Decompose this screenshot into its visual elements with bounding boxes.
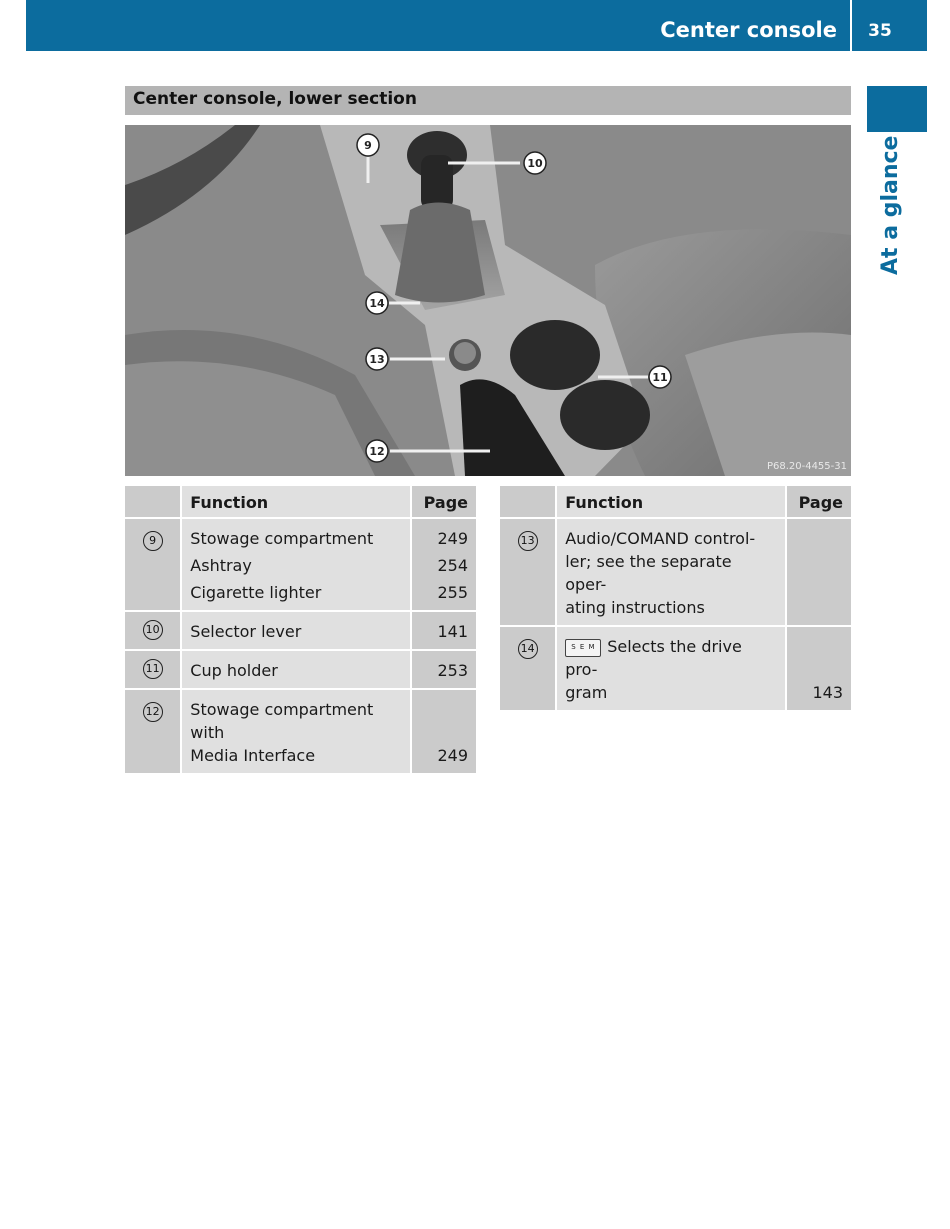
page-ref: 255 (437, 583, 468, 602)
side-tab-label: At a glance (878, 135, 903, 275)
item-number: 12 (143, 702, 163, 722)
drive-program-icon (565, 639, 601, 657)
function-text: Selects the drive pro- (565, 637, 742, 679)
page-ref: 143 (785, 627, 851, 712)
num-header (125, 486, 182, 519)
page-ref: 249 (410, 690, 476, 775)
function-text: Ashtray (190, 556, 252, 575)
function-header: Function (182, 486, 410, 519)
function-text: gram (565, 683, 608, 702)
function-text: Media Interface (190, 746, 316, 765)
item-number: 11 (143, 659, 163, 679)
page-header: Page (410, 486, 476, 519)
page-header: Page (785, 486, 851, 519)
table-header-row (125, 486, 476, 519)
function-text: Stowage compartment (190, 529, 374, 548)
page-ref (785, 519, 851, 627)
table-row (125, 612, 476, 651)
side-tab-block (867, 86, 927, 132)
table-header-row (500, 486, 851, 519)
function-text: ating instructions (565, 598, 705, 617)
item-number: 13 (518, 531, 538, 551)
function-text: Stowage compartment with (190, 700, 374, 742)
callout-12: 12 (369, 445, 385, 458)
table-row (125, 519, 476, 612)
page-ref: 249 (437, 529, 468, 548)
table-row (500, 627, 851, 712)
function-text: Audio/COMAND control- (565, 529, 756, 548)
page-ref: 253 (410, 651, 476, 690)
callout-9: 9 (364, 139, 372, 152)
function-text: Cup holder (182, 651, 410, 690)
callout-11: 11 (652, 371, 668, 384)
page-number: 35 (868, 21, 892, 41)
function-text: Cigarette lighter (190, 583, 322, 602)
item-number: 9 (143, 531, 163, 551)
section-title: Center console, lower section (125, 86, 851, 115)
page-ref: 254 (437, 556, 468, 575)
callout-14: 14 (369, 297, 385, 310)
item-number: 14 (518, 639, 538, 659)
item-number: 10 (143, 620, 163, 640)
page-title: Center console (660, 18, 837, 42)
figure-code: P68.20-4455-31 (766, 461, 847, 472)
function-header: Function (557, 486, 785, 519)
callout-13: 13 (369, 353, 385, 366)
function-table-right (500, 486, 851, 712)
function-text: Selector lever (182, 612, 410, 651)
center-console-figure (125, 125, 851, 476)
table-row (125, 690, 476, 775)
function-text: ler; see the separate oper- (565, 552, 732, 594)
num-header (500, 486, 557, 519)
console-illustration (125, 125, 851, 476)
table-row (125, 651, 476, 690)
table-row (500, 519, 851, 627)
callout-10: 10 (527, 157, 543, 170)
function-table-left (125, 486, 476, 775)
page-ref: 141 (410, 612, 476, 651)
drive-program-icon-label: S E M (571, 642, 596, 651)
